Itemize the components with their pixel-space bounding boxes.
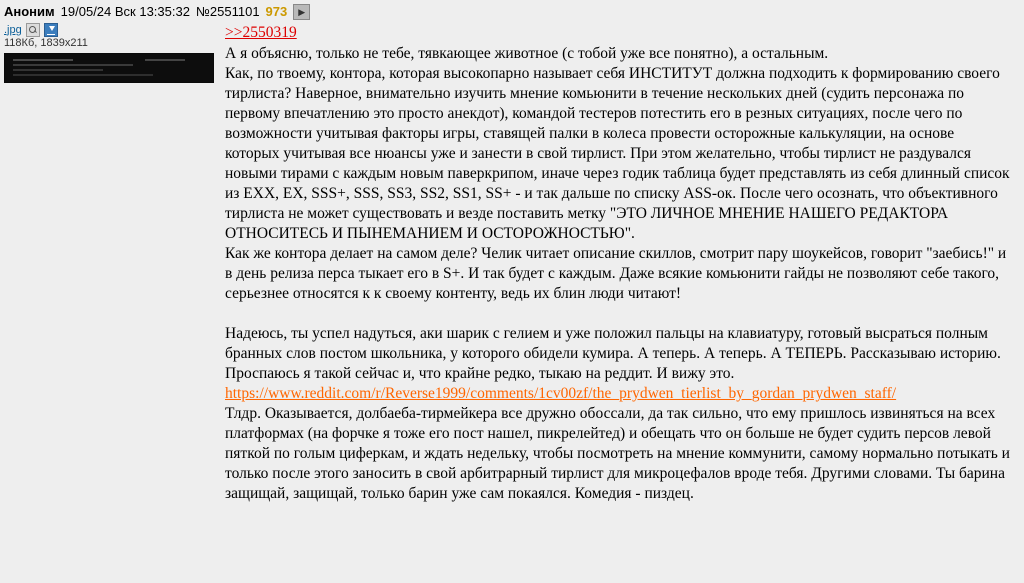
thumb-line xyxy=(13,69,103,71)
paragraph: Как же контора делает на самом деле? Челик читает описание скиллов, смотрит пару шоукейсов, говорит "заебись!" и в день релиза перса тыкает его в S+. И так будет с каждым. Даже всякие комьюнити гайды не позволяют себе такого, серьезнее относятся к к своему контенту, ведь их блин люди читают! xyxy=(225,245,1007,302)
file-attachment xyxy=(0,23,225,83)
paragraph: Как, по твоему, контора, которая высокопарно называет себя ИНСТИТУТ должна подходить к формированию своего тирлиста? Наверное, внимательно изучить мнение комьюнити в течение нескольких дней (судить персонажа по первому впечатлению это просто анекдот), командой тестеров потестить его в резных ситуациях, после чего по возможности учитывая факторы игры, ставящей палки в колеса провести осторожные калькуляции, на основе которых учитывая все нюансы уже и занести в свой тирлист. При этом желательно, чтобы тирлист не раздувался новыми тирами с каждым новым паверкрипом, иначе через годик таблица будет представлять из себя длинный список из EXX, EX, SSS+, SSS, SS3, SS2, SS1, SS+ - и так дальше по списку ASS-ок. После чего осознать, что объективного тирлиста не может существовать и везде поставить метку "ЭТО ЛИЧНОЕ МНЕНИЕ НАШЕГО РЕДАКТОРА ОТНОСИТЕСЬ И ПЫНЕМАНИЕМ И ОСТОРОЖНОСТЬЮ". xyxy=(225,65,1010,242)
post-header xyxy=(0,0,1024,23)
thumb-line xyxy=(13,64,133,66)
play-icon[interactable]: ▶ xyxy=(293,4,310,20)
reply-count[interactable]: 973 xyxy=(265,4,288,19)
post-number[interactable]: №2551101 xyxy=(195,4,260,19)
download-icon[interactable] xyxy=(44,23,58,37)
thumb-line xyxy=(13,59,73,61)
quote-link[interactable]: >>2550319 xyxy=(225,24,297,41)
post-body xyxy=(0,23,1024,504)
search-icon[interactable] xyxy=(26,23,40,37)
post-message xyxy=(225,23,1024,504)
paragraph: Надеюсь, ты успел надуться, аки шарик с гелием и уже положил пальцы на клавиатуру, готовый высраться полным бранных слов постом школьника, у которого обидели кумира. А теперь. А теперь. А ТЕПЕРЬ. Рассказываю историю. Проспаюсь я такой сейчас и, что крайне редко, тыкаю на реддит. И вижу это. xyxy=(225,325,1001,382)
thumb-line xyxy=(145,59,185,61)
external-link[interactable]: https://www.reddit.com/r/Reverse1999/comments/1cv00zf/the_prydwen_tierlist_by_gordan_prydwen_staff/ xyxy=(225,385,897,402)
thumb-line xyxy=(13,74,153,76)
paragraph: Тлдр. Оказывается, долбаеба-тирмейкера все дружно обоссали, да так сильно, что ему пришлось извиняться на всех платформах (на форчке я тоже его пост нашел, пикрелейтед) и обещать что он больше не будет судить персов левой пяткой по голым циферкам, и ждать недельку, чтобы посмотреть на мнение коммунити, самому нормально потыкать и только после этого заносить в свой арбитрарный тирлист для микроцефалов вроде тебя. Другими словами. Ты барина защищай, защищай, только барин уже сам покаялся. Комедия - пиздец. xyxy=(225,405,1010,502)
image-thumbnail[interactable] xyxy=(4,53,214,83)
paragraph: А я объясню, только не тебе, тявкающее животное (с тобой уже все понятно), а остальным. xyxy=(225,45,829,62)
poster-name: Аноним xyxy=(4,4,55,19)
file-extension-link[interactable]: .jpg xyxy=(4,23,22,36)
file-size-dimensions: 118Кб, 1839x211 xyxy=(4,37,88,49)
file-meta-row xyxy=(4,23,221,37)
paragraph-spacer xyxy=(225,304,1010,324)
post-datetime: 19/05/24 Вск 13:35:32 xyxy=(60,4,190,19)
